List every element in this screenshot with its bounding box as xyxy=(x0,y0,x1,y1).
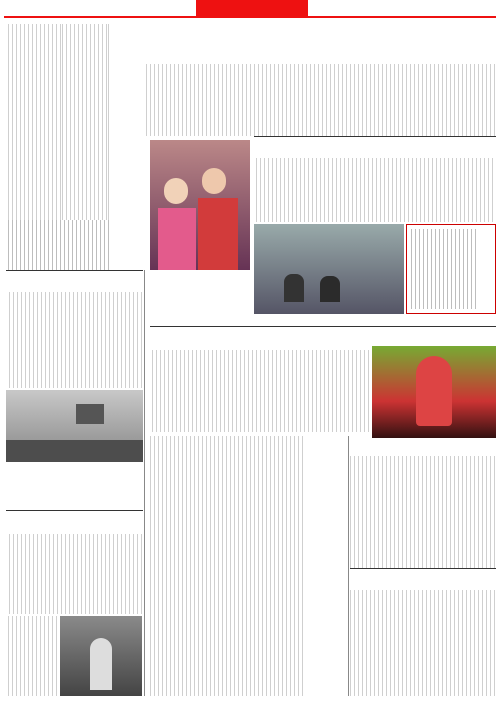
column-rule-1 xyxy=(144,270,145,696)
holy-river-left-text xyxy=(150,436,304,696)
main-article-right xyxy=(246,64,496,136)
masthead-logo xyxy=(196,0,308,17)
kid-face-1 xyxy=(164,178,188,204)
main-article-left xyxy=(144,64,244,136)
pope-side-text xyxy=(6,616,58,696)
holy-river-headline-box xyxy=(306,436,346,696)
kid-coat-1 xyxy=(158,208,196,270)
page-header xyxy=(0,0,500,24)
kids-caption-text xyxy=(150,284,254,324)
silla-headline-box xyxy=(6,270,143,292)
header-rule xyxy=(4,16,496,18)
wutai-headline-box xyxy=(110,28,140,268)
analysis-small-text xyxy=(411,229,477,309)
taiwan-article xyxy=(350,456,496,568)
buddha-article xyxy=(150,350,370,432)
pope-headline-box xyxy=(6,510,143,534)
fog-caption xyxy=(6,464,143,508)
fog-caption-text xyxy=(14,478,142,506)
lantern-statue xyxy=(416,356,452,426)
pope-photo xyxy=(60,616,142,696)
prayer-photo xyxy=(254,224,404,314)
taiwan-lantern-photo xyxy=(372,346,496,438)
kids-caption xyxy=(150,272,254,324)
main-headline-box xyxy=(144,24,496,64)
analysis-article xyxy=(254,158,494,222)
silla-article xyxy=(6,292,143,388)
fog-temple-silhouette xyxy=(76,404,104,424)
pope-figure xyxy=(90,638,112,690)
fog-ground xyxy=(6,440,143,462)
kid-face-2 xyxy=(202,168,226,194)
prayer-figure-1 xyxy=(284,274,304,302)
laser-article xyxy=(350,590,496,696)
laser-headline-box xyxy=(350,568,496,588)
analysis-headline-box xyxy=(254,136,496,156)
pope-article xyxy=(6,534,143,614)
prayer-figure-2 xyxy=(320,276,340,302)
fog-photo xyxy=(6,390,143,462)
analysis-small-box xyxy=(406,224,496,314)
kid-coat-2 xyxy=(198,198,238,270)
left-mid-text xyxy=(6,220,110,270)
kids-photo xyxy=(150,140,250,270)
taiwan-headline-box xyxy=(350,438,496,456)
column-rule-2 xyxy=(348,436,349,696)
buddha-headline-box xyxy=(150,326,496,348)
